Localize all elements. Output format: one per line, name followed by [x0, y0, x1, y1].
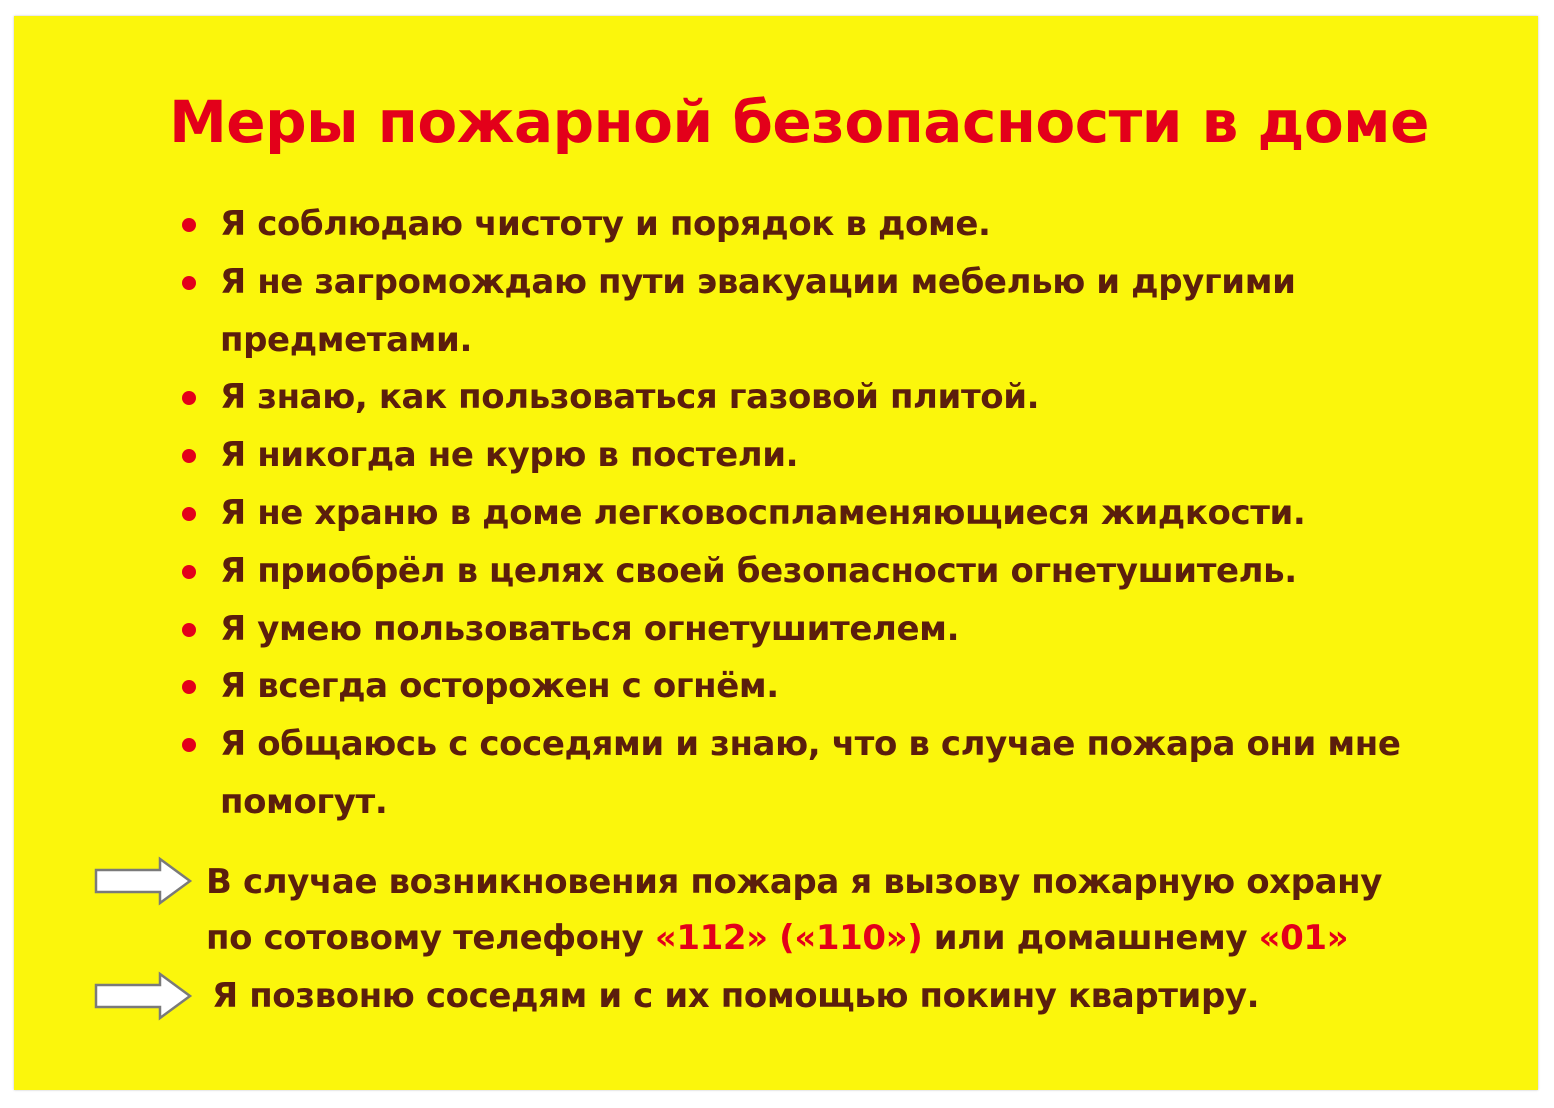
bullet-icon — [182, 391, 196, 405]
bullet-icon — [182, 276, 196, 290]
fire-call-middle: или домашнему — [922, 918, 1259, 958]
right-arrow-icon — [94, 971, 194, 1021]
list-item — [174, 485, 1464, 543]
rule-text: Я не храню в доме легковоспламеняющиеся жидкости. — [220, 492, 1306, 533]
home-emergency-number: «01» — [1258, 918, 1349, 958]
fire-call-prefix: по сотовому телефону — [206, 918, 655, 958]
list-item — [174, 716, 1464, 832]
list-item — [174, 254, 1464, 370]
list-item — [174, 196, 1464, 254]
rule-text: Я умею пользоваться огнетушителем. — [220, 608, 960, 649]
bullet-icon — [182, 565, 196, 579]
bullet-icon — [182, 623, 196, 637]
list-item — [174, 543, 1464, 601]
bullet-icon — [182, 507, 196, 521]
right-arrow-icon — [94, 856, 194, 906]
neighbors-instruction: Я позвоню соседям и с их помощью покину квартиру. — [212, 976, 1260, 1016]
fire-call-line1: В случае возникновения пожара я вызову пожарную охрану — [206, 862, 1383, 902]
rule-text: Я никогда не курю в постели. — [220, 435, 799, 476]
rule-text: Я соблюдаю чистоту и порядок в доме. — [220, 204, 991, 244]
list-item — [174, 658, 1464, 716]
bullet-icon — [182, 680, 196, 694]
rule-text: Я общаюсь с соседями и знаю, что в случае пожара они мне помогут. — [220, 724, 1401, 822]
rule-text: Я не загромождаю пути эвакуации мебелью и другими предметами. — [220, 261, 1296, 360]
bullet-icon — [182, 449, 196, 463]
list-item — [174, 427, 1464, 485]
poster — [14, 16, 1538, 1090]
rule-text: Я знаю, как пользоваться газовой плитой. — [220, 377, 1040, 418]
rule-text: Я приобрёл в целях своей безопасности огнетушитель. — [220, 550, 1297, 591]
fire-call-line2 — [206, 910, 1496, 966]
rule-text: Я всегда осторожен с огнём. — [220, 666, 779, 707]
bullet-icon — [182, 218, 196, 232]
page-title: Меры пожарной безопасности в доме — [169, 88, 1429, 156]
list-item — [174, 369, 1464, 427]
list-item — [174, 601, 1464, 659]
mobile-emergency-numbers: «112» («110») — [654, 918, 923, 958]
fire-call-instruction — [206, 854, 1496, 966]
rules-list — [174, 196, 1464, 832]
bullet-icon — [182, 738, 196, 752]
